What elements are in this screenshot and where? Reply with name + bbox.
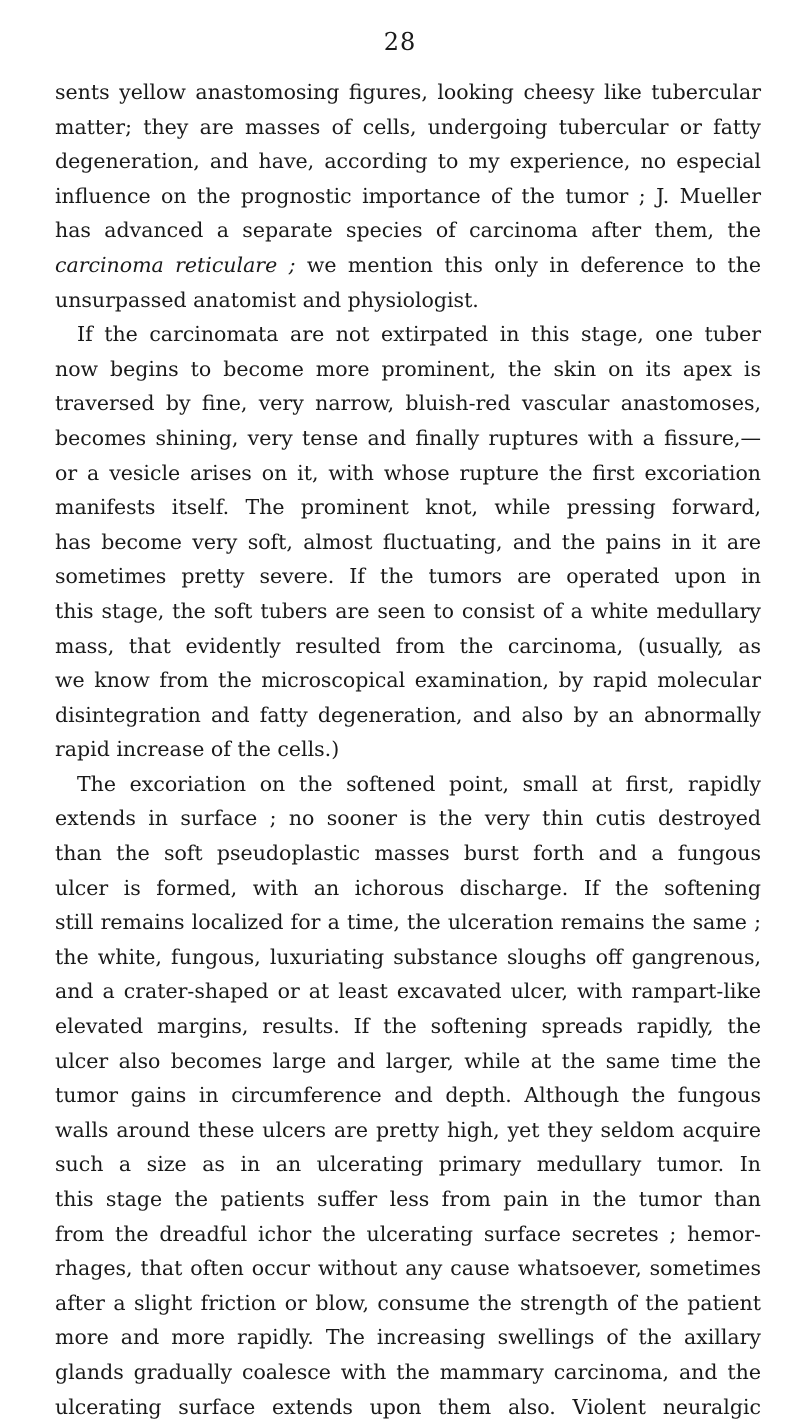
text-line: manifests itself. The prominent knot, while pressing forward, <box>55 495 761 520</box>
text-line: than the soft pseudoplastic masses burst forth and a fungous <box>55 841 761 866</box>
text-line: extends in surface ; no sooner is the very thin cutis destroyed <box>55 806 761 831</box>
text-line: after a slight friction or blow, consume the strength of the patient <box>55 1290 761 1315</box>
body-text <box>55 75 761 1424</box>
text-line: ulcerating surface extends upon them also. Violent neuralgic <box>55 1394 761 1419</box>
text-line: this stage the patients suffer less from pain in the tumor than <box>55 1187 761 1211</box>
text-line: rhages, that often occur without any cause whatsoever, sometimes <box>55 1256 761 1281</box>
text-line: and a crater-shaped or at least excavated ulcer, with rampart-like <box>55 979 761 1004</box>
text-line: ulcer also becomes large and larger, while at the same time the <box>55 1048 761 1073</box>
text-line: unsurpassed anatomist and physiologist. <box>55 287 479 312</box>
text-line: more and more rapidly. The increasing swellings of the axillary <box>55 1325 761 1350</box>
text-line: this stage, the soft tubers are seen to consist of a white medullary <box>55 598 761 623</box>
text-line: or a vesicle arises on it, with whose rupture the first excoriation <box>55 460 761 485</box>
text-line: tumor gains in circumference and depth. Although the fungous <box>55 1083 761 1108</box>
text-line: sents yellow anastomosing figures, looking cheesy like tubercular <box>55 80 761 104</box>
text-line: has become very soft, almost fluctuating, and the pains in it are <box>55 529 761 554</box>
text-line: ulcer is formed, with an ichorous discharge. If the softening <box>55 875 761 900</box>
text-line: influence on the prognostic importance of the tumor ; J. Mueller <box>55 183 761 208</box>
text-line: disintegration and fatty degeneration, and also by an abnormally <box>55 702 761 727</box>
text-line: the white, fungous, luxuriating substance sloughs off gangrenous, <box>55 944 761 969</box>
text-line: elevated margins, results. If the softening spreads rapidly, the <box>55 1014 761 1039</box>
text-line <box>55 248 761 283</box>
text-line: degeneration, and have, according to my experience, no especial <box>55 149 761 174</box>
text-line: from the dreadful ichor the ulcerating surface secretes ; hemor- <box>55 1221 761 1246</box>
text-line: we know from the microscopical examination, by rapid molecular <box>55 668 761 693</box>
text-line: still remains localized for a time, the ulceration remains the same ; <box>55 910 761 935</box>
text-line: now begins to become more prominent, the skin on its apex is <box>55 356 761 381</box>
text-line: such a size as in an ulcerating primary medullary tumor. In <box>55 1152 761 1177</box>
text-line: traversed by fine, very narrow, bluish-red vascular anastomoses, <box>55 391 761 416</box>
text-line: rapid increase of the cells.) <box>55 737 340 762</box>
line-text: we mention this only in deference to the <box>295 252 761 277</box>
text-line: mass, that evidently resulted from the carcinoma, (usually, as <box>55 633 761 658</box>
text-line: becomes shining, very tense and finally ruptures with a fissure,— <box>55 425 761 450</box>
italic-term: carcinoma reticulare ; <box>55 252 296 277</box>
text-line: sometimes pretty severe. If the tumors are operated upon in <box>55 564 761 589</box>
page-number: 28 <box>383 28 417 56</box>
text-line: If the carcinomata are not extirpated in this stage, one tuber <box>77 322 761 347</box>
text-line: walls around these ulcers are pretty high, yet they seldom acquire <box>55 1117 761 1142</box>
text-line: matter; they are masses of cells, undergoing tubercular or fatty <box>55 114 761 139</box>
text-line: has advanced a separate species of carcinoma after them, the <box>55 218 761 243</box>
text-line: glands gradually coalesce with the mammary carcinoma, and the <box>55 1359 761 1384</box>
text-line: The excoriation on the softened point, small at first, rapidly <box>77 771 761 796</box>
